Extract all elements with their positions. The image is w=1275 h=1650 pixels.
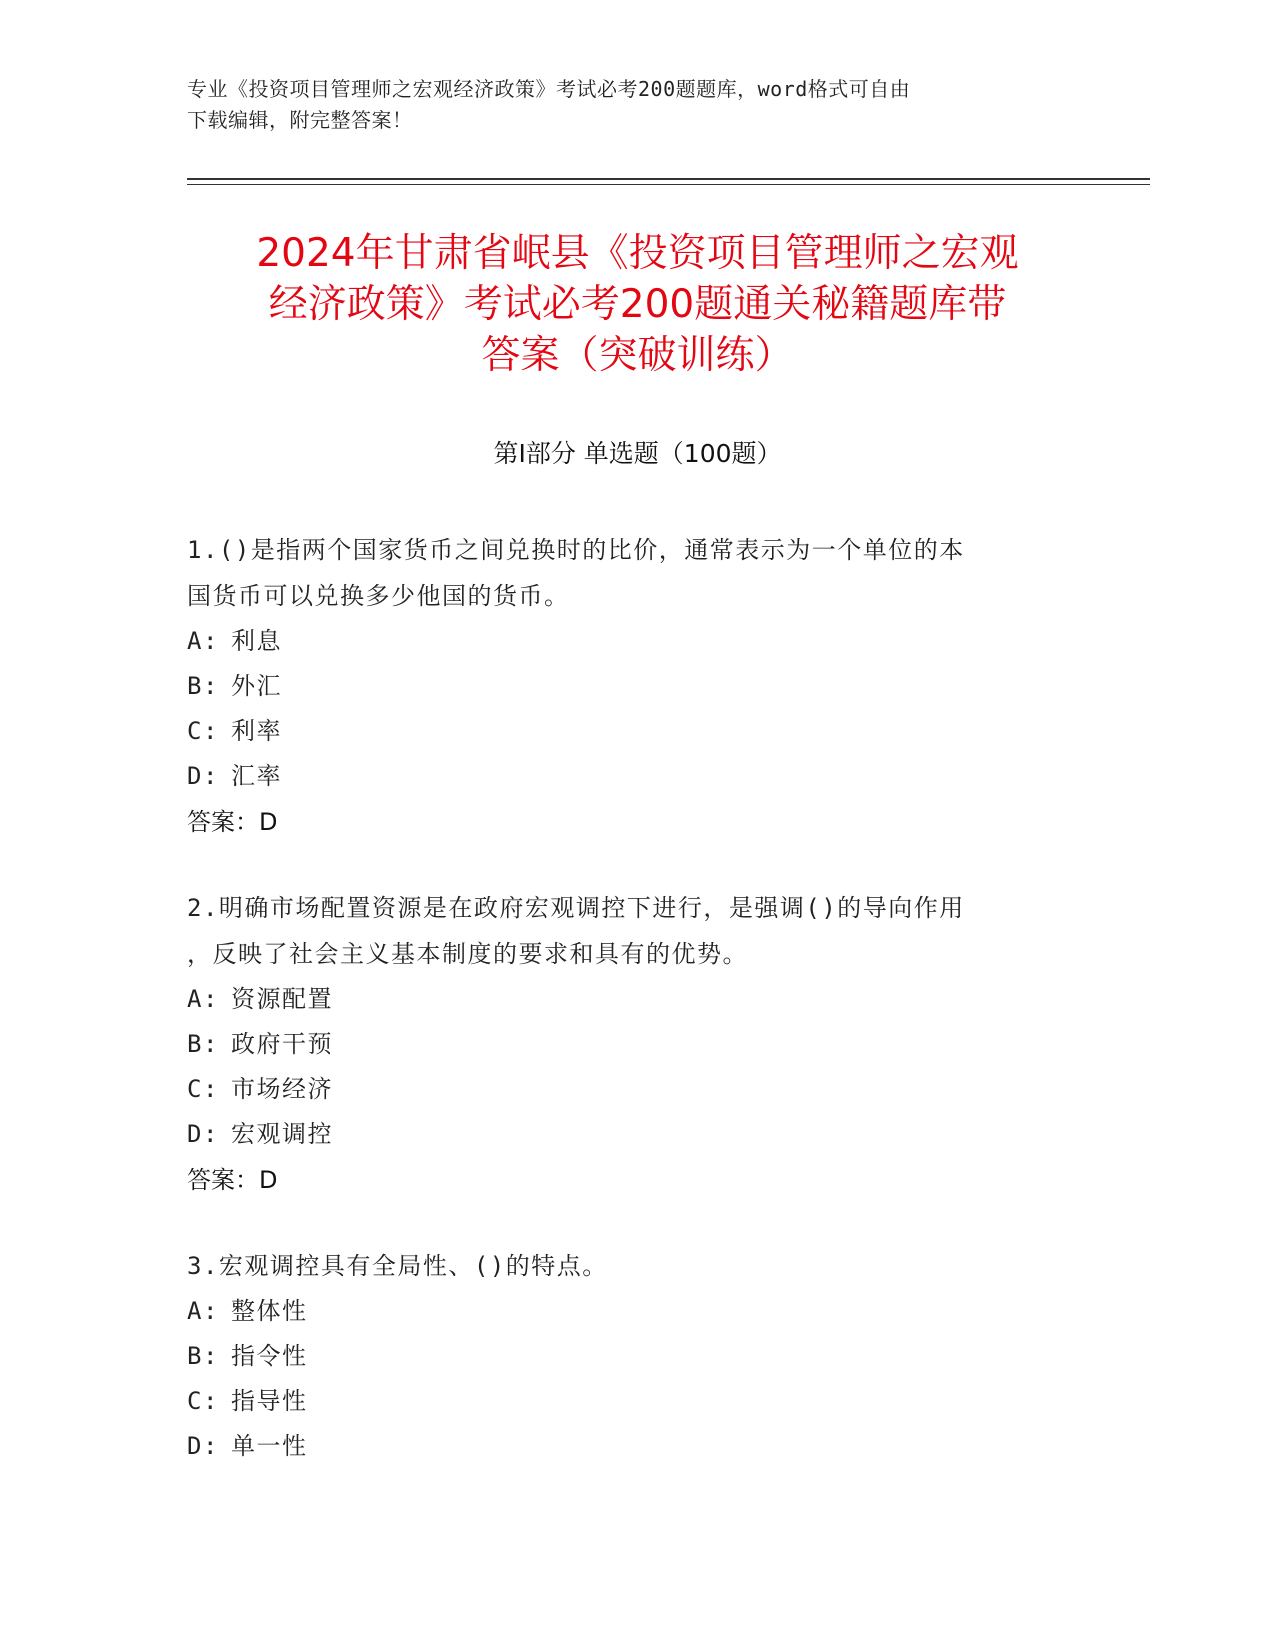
- option-key: C:: [187, 717, 219, 745]
- option-key: B:: [187, 1030, 219, 1058]
- option-key: A:: [187, 985, 219, 1013]
- option-a: [187, 1289, 1067, 1334]
- question-item: [187, 527, 1067, 845]
- option-text: 宏观调控: [231, 1120, 333, 1148]
- option-text: 指导性: [231, 1387, 308, 1415]
- header-note-line: 专业《投资项目管理师之宏观经济政策》考试必考200题题库，word格式可自由: [187, 77, 911, 101]
- option-text: 市场经济: [231, 1075, 333, 1103]
- option-text: 单一性: [231, 1432, 308, 1460]
- question-stem-line: ，反映了社会主义基本制度的要求和具有的优势。: [187, 940, 748, 968]
- question-list: [187, 527, 1067, 1509]
- option-b: [187, 664, 1067, 709]
- option-d: [187, 1424, 1067, 1469]
- option-key: A:: [187, 627, 219, 655]
- option-key: D:: [187, 1432, 219, 1460]
- option-c: [187, 709, 1067, 754]
- option-a: [187, 977, 1067, 1022]
- option-key: D:: [187, 1120, 219, 1148]
- document-title: [150, 228, 1125, 381]
- option-b: [187, 1334, 1067, 1379]
- option-key: A:: [187, 1297, 219, 1325]
- option-text: 指令性: [231, 1342, 308, 1370]
- option-text: 整体性: [231, 1297, 308, 1325]
- answer-line: 答案：D: [187, 808, 278, 836]
- option-key: C:: [187, 1075, 219, 1103]
- header-note-line: 下载编辑，附完整答案！: [187, 108, 413, 132]
- option-key: C:: [187, 1387, 219, 1415]
- header-divider-thin: [187, 184, 1150, 185]
- title-line: 答案（突破训练）: [481, 333, 794, 378]
- option-text: 利息: [231, 627, 282, 655]
- question-stem-line: 国货币可以兑换多少他国的货币。: [187, 582, 570, 610]
- option-c: [187, 1067, 1067, 1112]
- question-stem: [187, 527, 1067, 619]
- option-d: [187, 1112, 1067, 1157]
- option-text: 政府干预: [231, 1030, 333, 1058]
- option-b: [187, 1022, 1067, 1067]
- question-stem: [187, 885, 1067, 977]
- option-c: [187, 1379, 1067, 1424]
- title-line: 2024年甘肃省岷县《投资项目管理师之宏观: [256, 231, 1019, 276]
- option-text: 外汇: [231, 672, 282, 700]
- option-text: 汇率: [231, 762, 282, 790]
- header-divider-thick: [187, 178, 1150, 180]
- option-a: [187, 619, 1067, 664]
- option-key: D:: [187, 762, 219, 790]
- question-item: [187, 885, 1067, 1203]
- section-heading: 第Ⅰ部分 单选题（100题）: [493, 439, 782, 468]
- answer-line: 答案：D: [187, 1166, 278, 1194]
- question-stem-line: 2.明确市场配置资源是在政府宏观调控下进行，是强调()的导向作用: [187, 894, 965, 922]
- question-item: [187, 1243, 1067, 1469]
- option-key: B:: [187, 1342, 219, 1370]
- question-stem: [187, 1243, 1067, 1289]
- title-line: 经济政策》考试必考200题通关秘籍题库带: [268, 282, 1007, 327]
- option-text: 资源配置: [231, 985, 333, 1013]
- option-text: 利率: [231, 717, 282, 745]
- header-note: [187, 74, 1087, 136]
- option-key: B:: [187, 672, 219, 700]
- question-stem-line: 1.()是指两个国家货币之间兑换时的比价，通常表示为一个单位的本: [187, 536, 965, 564]
- option-d: [187, 754, 1067, 799]
- question-stem-line: 3.宏观调控具有全局性、()的特点。: [187, 1252, 608, 1280]
